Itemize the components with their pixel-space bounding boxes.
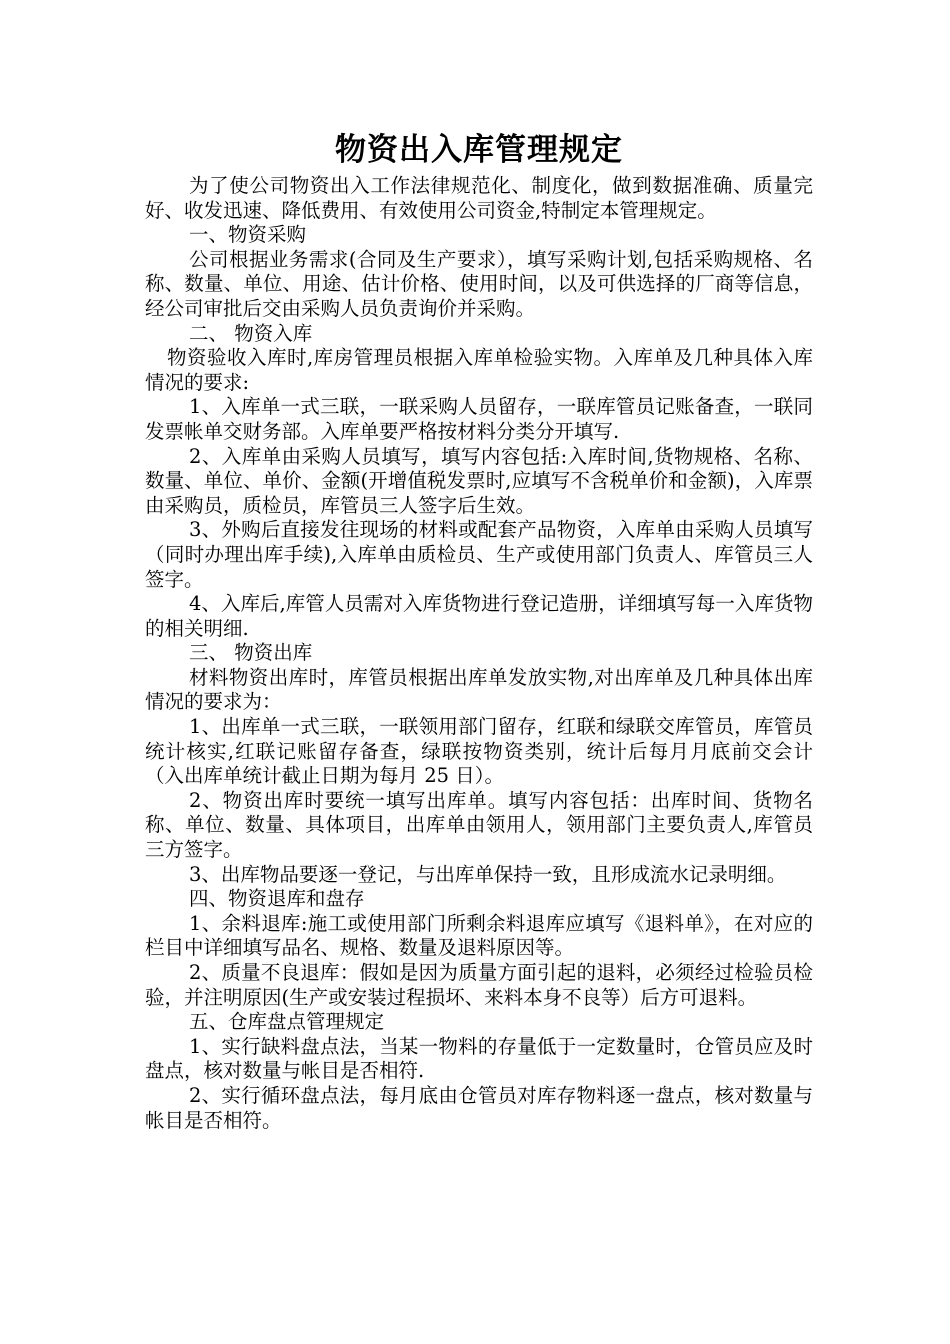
return-item-2: 2、质量不良退库：假如是因为质量方面引起的退料，必须经过检验员检验，并注明原因(生产或安装过程损坏、来料本身不良等）后方可退料。: [145, 961, 813, 1009]
outbound-item-2: 2、物资出库时要统一填写出库单。填写内容包括：出库时间、货物名称、单位、数量、具体项目，出库单由领用人，领用部门主要负责人,库管员三方签字。: [145, 788, 813, 862]
document-title: 物资出入库管理规定: [335, 132, 623, 168]
document-page: [145, 128, 813, 1133]
outbound-item-1: 1、出库单一式三联，一联领用部门留存，红联和绿联交库管员，库管员统计核实,红联记账留存备查，绿联按物资类别，统计后每月月底前交会计（入出库单统计截止日期为每月 25 日）。: [145, 715, 813, 788]
inventory-item-1: 1、实行缺料盘点法，当某一物料的存量低于一定数量时，仓管员应及时盘点，核对数量与帐目是否相符.: [145, 1034, 813, 1083]
outbound-item-3: 3、出库物品要逐一登记，与出库单保持一致，且形成流水记录明细。: [189, 862, 787, 886]
section-heading-outbound: 三、 物资出库: [189, 641, 313, 665]
intro-paragraph: 为了使公司物资出入工作法律规范化、制度化，做到数据准确、质量完好、收发迅速、降低费用、有效使用公司资金,特制定本管理规定。: [145, 174, 813, 222]
inbound-item-2: 2、入库单由采购人员填写，填写内容包括:入库时间,货物规格、名称、数量、单位、单价、金额(开增值税发票时,应填写不含税单价和金额)，入库票由采购员，质检员，库管员三人签字后生效。: [145, 444, 813, 517]
inbound-item-1: 1、入库单一式三联，一联采购人员留存，一联库管员记账备查，一联同发票帐单交财务部。入库单要严格按材料分类分开填写.: [145, 395, 813, 443]
inbound-item-3: 3、外购后直接发往现场的材料或配套产品物资，入库单由采购人员填写（同时办理出库手续),入库单由质检员、生产或使用部门负责人、库管员三人签字。: [145, 518, 813, 591]
section-heading-return: 四、物资退库和盘存: [189, 887, 365, 911]
section-heading-inventory: 五、仓库盘点管理规定: [189, 1010, 385, 1034]
inbound-intro-paragraph: 物资验收入库时,库房管理员根据入库单检验实物。入库单及几种具体入库情况的要求:: [145, 346, 813, 394]
inventory-item-2: 2、实行循环盘点法，每月底由仓管员对库存物料逐一盘点，核对数量与帐目是否相符。: [145, 1083, 813, 1132]
purchase-paragraph: 公司根据业务需求(合同及生产要求），填写采购计划,包括采购规格、名称、数量、单位、用途、估计价格、使用时间，以及可供选择的厂商等信息，经公司审批后交由采购人员负责询价并采购。: [145, 247, 813, 320]
section-heading-inbound: 二、 物资入库: [189, 321, 313, 345]
inbound-item-4: 4、入库后,库管人员需对入库货物进行登记造册，详细填写每一入库货物的相关明细.: [145, 592, 813, 640]
return-item-1: 1、余料退库:施工或使用部门所剩余料退库应填写《退料单》，在对应的栏目中详细填写品名、规格、数量及退料原因等。: [145, 911, 813, 960]
outbound-intro-paragraph: 材料物资出库时，库管员根据出库单发放实物,对出库单及几种具体出库情况的要求为：: [145, 665, 813, 714]
section-heading-purchase: 一、物资采购: [189, 223, 307, 247]
